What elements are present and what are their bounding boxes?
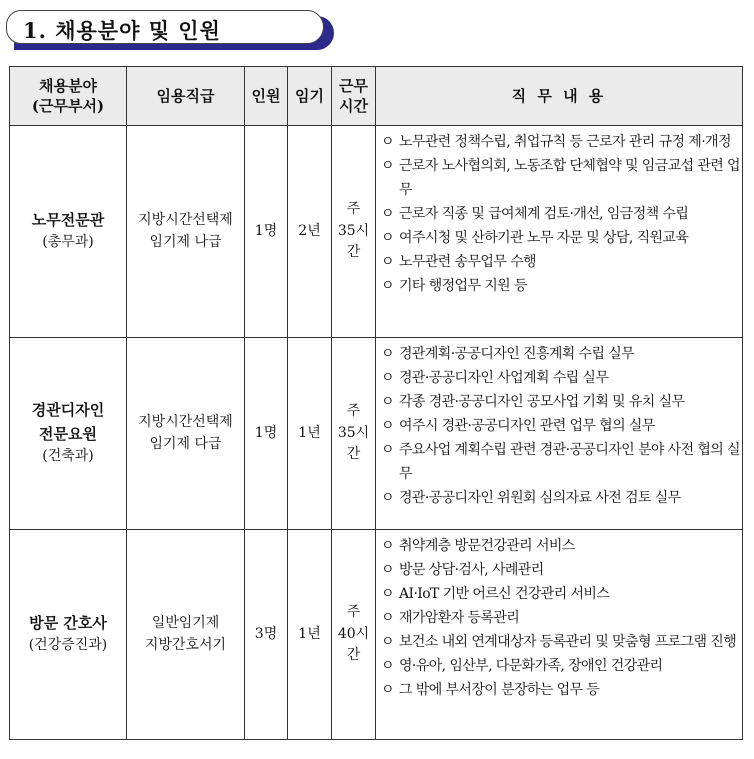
bullet-icon: ㅇ [381,230,394,246]
grade-line2: 임기제 다급 [149,435,222,452]
term-cell: 2년 [288,126,332,338]
duty-item: ㅇ 근로자 직종 및 급여체계 검토·개선, 임금정책 수립 [379,202,740,226]
hours-line1: 주 [346,603,361,620]
field-name: 경관디자인 [31,401,105,420]
department: (건축과) [42,447,94,464]
duty-item: ㅇ 여주시청 및 산하기관 노무 자문 및 상담, 직원교육 [379,226,740,250]
recruitment-table [9,66,743,740]
count-cell: 1명 [245,338,288,530]
header-field-line2: (근무부서) [31,97,105,115]
title-banner-box [6,10,324,44]
bullet-icon: ㅇ [381,134,394,150]
bullet-icon: ㅇ [381,634,394,650]
grade-line2: 지방간호서기 [144,636,227,653]
bullet-icon: ㅇ [381,658,394,674]
bullet-icon: ㅇ [381,418,394,434]
table-row [10,126,743,338]
bullet-icon: ㅇ [381,562,394,578]
duties-cell [376,338,743,530]
department: (건강증진과) [28,637,108,654]
duty-item: ㅇ 노무관련 정책수립, 취업규칙 등 근로자 관리 규정 제·개정 [379,130,740,154]
bullet-icon: ㅇ [381,206,394,222]
hours-line1: 주 [346,200,361,217]
header-field-line1: 채용분야 [39,76,97,95]
grade-cell [127,126,245,338]
header-term: 임기 [288,67,332,126]
duty-item: ㅇ 경관·공공디자인 위원회 심의자료 사전 검토 실무 [379,486,740,510]
duty-item: ㅇ 그 밖에 부서장이 분장하는 업무 등 [379,678,740,702]
field-name: 노무전문관 [31,211,105,230]
duty-item: ㅇ 근로자 노사협의회, 노동조합 단체협약 및 임금교섭 관련 업무 [379,154,740,202]
header-duties: 직 무 내 용 [376,67,743,126]
grade-line1: 지방시간선택제 [138,413,233,430]
field-cell [10,126,127,338]
duty-item: ㅇ 여주시 경관·공공디자인 관련 업무 협의 실무 [379,414,740,438]
field-cell [10,530,127,740]
hours-line2: 35시간 [337,424,370,463]
bullet-icon: ㅇ [381,610,394,626]
bullet-icon: ㅇ [381,442,394,458]
bullet-icon: ㅇ [381,370,394,386]
table-row [10,338,743,530]
bullet-icon: ㅇ [381,254,394,270]
duty-item: ㅇ 경관·공공디자인 사업계획 수립 실무 [379,366,740,390]
duty-item: ㅇ 재가암환자 등록관리 [379,606,740,630]
header-count: 인원 [245,67,288,126]
header-grade: 임용직급 [127,67,245,126]
duty-item: ㅇ 노무관련 송무업무 수행 [379,250,740,274]
bullet-icon: ㅇ [381,682,394,698]
duty-item: ㅇ 영·유아, 임산부, 다문화가족, 장애인 건강관리 [379,654,740,678]
header-hours [332,67,376,126]
duty-item: ㅇ 주요사업 계획수립 관련 경관·공공디자인 분야 사전 협의 실무 [379,438,740,486]
header-hours-line2: 시간 [339,97,368,115]
bullet-icon: ㅇ [381,586,394,602]
field-name: 방문 간호사 [29,614,107,633]
bullet-icon: ㅇ [381,158,394,174]
duty-item: ㅇ 경관계획·공공디자인 진흥계획 수립 실무 [379,342,740,366]
department: (총무과) [42,234,94,251]
count-cell: 1명 [245,126,288,338]
field-cell [10,338,127,530]
hours-line2: 40시간 [337,625,370,664]
duty-item: ㅇ 기타 행정업무 지원 등 [379,274,740,298]
duties-cell [376,126,743,338]
grade-line1: 일반임기제 [151,614,220,631]
term-cell: 1년 [288,530,332,740]
duty-item: ㅇ 방문 상담·검사, 사례관리 [379,558,740,582]
grade-line2: 임기제 나급 [149,233,222,250]
grade-cell [127,530,245,740]
hours-cell [332,530,376,740]
duty-item: ㅇ 보건소 내외 연계대상자 등록관리 및 맞춤형 프로그램 진행 [379,630,740,654]
field-name-line2: 전문요원 [39,424,97,443]
hours-cell [332,338,376,530]
bullet-icon: ㅇ [381,346,394,362]
term-cell: 1년 [288,338,332,530]
count-cell: 3명 [245,530,288,740]
duty-item: ㅇ 취약계층 방문건강관리 서비스 [379,534,740,558]
section-title-banner [6,10,334,52]
table-row [10,530,743,740]
header-hours-line1: 근무 [339,76,368,95]
duty-item: ㅇ 각종 경관·공공디자인 공모사업 기획 및 유치 실무 [379,390,740,414]
grade-line1: 지방시간선택제 [138,211,233,228]
hours-cell [332,126,376,338]
bullet-icon: ㅇ [381,538,394,554]
bullet-icon: ㅇ [381,490,394,506]
hours-line1: 주 [346,402,361,419]
bullet-icon: ㅇ [381,394,394,410]
section-title: 1. 채용분야 및 인원 [23,18,221,43]
table-header-row [10,67,743,126]
duty-item: ㅇ AI·IoT 기반 어르신 건강관리 서비스 [379,582,740,606]
bullet-icon: ㅇ [381,278,394,294]
hours-line2: 35시간 [337,222,370,261]
header-field [10,67,127,126]
duties-cell [376,530,743,740]
grade-cell [127,338,245,530]
